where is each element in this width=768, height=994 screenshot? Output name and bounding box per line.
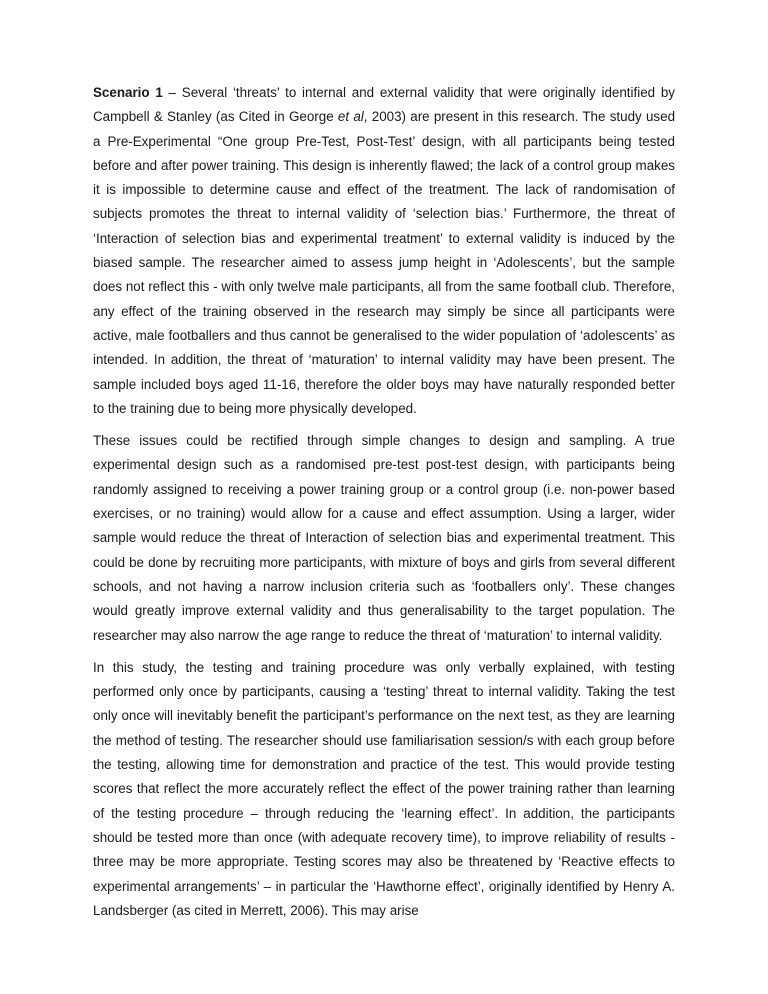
scenario-heading: Scenario 1	[93, 85, 163, 100]
paragraph-scenario-1	[93, 81, 675, 421]
paragraph-rectification: These issues could be rectified through simple changes to design and sampling. A true experimental design such as a randomised pre-test post-test design, with participants being randomly assigned to receiving a power training group or a control group (i.e. non-power based exercises, or no training) would allow for a cause and effect assumption. Using a larger, wider sample would reduce the threat of Interaction of selection bias and experimental treatment. This could be done by recruiting more participants, with mixture of boys and girls from several different schools, and not having a narrow inclusion criteria such as ‘footballers only’. These changes would greatly improve external validity and thus generalisability to the target population. The researcher may also narrow the age range to reduce the threat of ‘maturation’ to internal validity.	[93, 433, 675, 643]
paragraph-text: – Several ‘threats’ to internal and external validity that were originally identified by Campbell & Stanley (as Cited in George	[93, 85, 675, 125]
paragraph-text: , 2003) are present in this research. The study used a Pre-Experimental “One group Pre-Test, Post-Test’ design, with all participants being tested before and after power training. This design is inherently flawed; the lack of a control group makes it is impossible to determine cause and effect of the treatment. The lack of randomisation of subjects promotes the threat to internal validity of ‘selection bias.’ Furthermore, the threat of ‘Interaction of selection bias and experimental treatment’ to external validity is induced by the biased sample. The researcher aimed to assess jump height in ‘Adolescents’, but the sample does not reflect this - with only twelve male participants, all from the same football club. Therefore, any effect of the training observed in the research may simply be since all participants were active, male footballers and thus cannot be generalised to the wider population of ‘adolescents’ as intended. In addition, the threat of ‘maturation’ to internal validity may have been present. The sample included boys aged 11-16, therefore the older boys may have naturally responded better to the training due to being more physically developed.	[93, 109, 676, 416]
paragraph-testing: In this study, the testing and training procedure was only verbally explained, with testing performed only once by participants, causing a ‘testing’ threat to internal validity. Taking the test only once will inevitably benefit the participant’s performance on the next test, as they are learning the method of testing. The researcher should use familiarisation session/s with each group before the testing, allowing time for demonstration and practice of the test. This would provide testing scores that reflect the more accurately reflect the effect of the power training rather than learning of the testing procedure – through reducing the ‘learning effect’. In addition, the participants should be tested more than once (with adequate recovery time), to improve reliability of results - three may be more appropriate. Testing scores may also be threatened by ‘Reactive effects to experimental arrangements’ – in particular the ‘Hawthorne effect’, originally identified by Henry A. Landsberger (as cited in Merrett, 2006). This may arise	[93, 659, 675, 918]
et-al-italic: et al	[337, 109, 364, 125]
document-page	[93, 81, 675, 923]
